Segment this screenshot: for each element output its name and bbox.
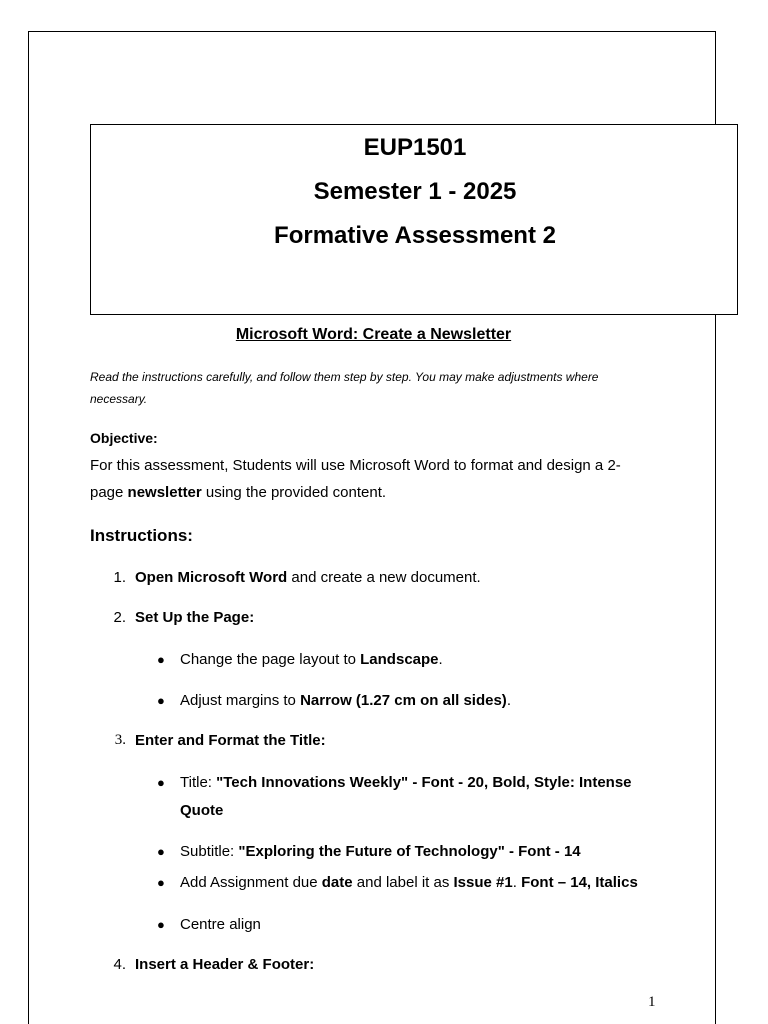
step-number: 1. [113,569,126,586]
title-box [90,124,738,315]
course-code: EUP1501 [363,134,467,161]
bullet-icon: ● [157,844,165,859]
document-title: Microsoft Word: Create a Newsletter [235,326,512,343]
bullet-icon: ● [157,652,165,667]
bullet-icon: ● [157,875,165,890]
instructions-heading: Instructions: [90,526,193,545]
step-3: Enter and Format the Title: [135,732,326,749]
bullet-icon: ● [157,693,165,708]
step-2-bullet-1: Change the page layout to Landscape. [180,651,443,668]
step-2-bullet-2: Adjust margins to Narrow (1.27 cm on all sides). [180,692,511,709]
bullet-icon: ● [157,775,165,790]
semester-line: Semester 1 - 2025 [313,178,517,205]
step-2: Set Up the Page: [135,609,255,626]
intro-line-2: necessary. [90,392,148,406]
step-3-bullet-3: Add Assignment due date and label it as Issue #1. Font – 14, Italics [180,874,638,891]
bullet-icon: ● [157,917,165,932]
objective-line-1: For this assessment, Students will use Microsoft Word to format and design a 2- [90,457,621,474]
step-3-bullet-1: Title: "Tech Innovations Weekly" - Font - 20, Bold, Style: Intense [180,774,632,791]
step-3-bullet-1-cont: Quote [180,802,224,819]
step-1: Open Microsoft Word and create a new document. [135,569,481,586]
step-3-bullet-2: Subtitle: "Exploring the Future of Technology" - Font - 14 [180,843,581,860]
intro-line-1: Read the instructions carefully, and follow them step by step. You may make adjustments where [90,370,599,384]
step-3-bullet-4: Centre align [180,916,261,933]
page-number: 1 [648,994,656,1010]
objective-label: Objective: [90,430,158,446]
objective-line-2: page newsletter using the provided content. [90,484,387,501]
step-number: 3. [114,732,126,748]
step-number: 2. [113,609,126,626]
step-4: Insert a Header & Footer: [135,956,315,973]
step-number: 4. [113,956,126,973]
assessment-title: Formative Assessment 2 [274,222,556,249]
